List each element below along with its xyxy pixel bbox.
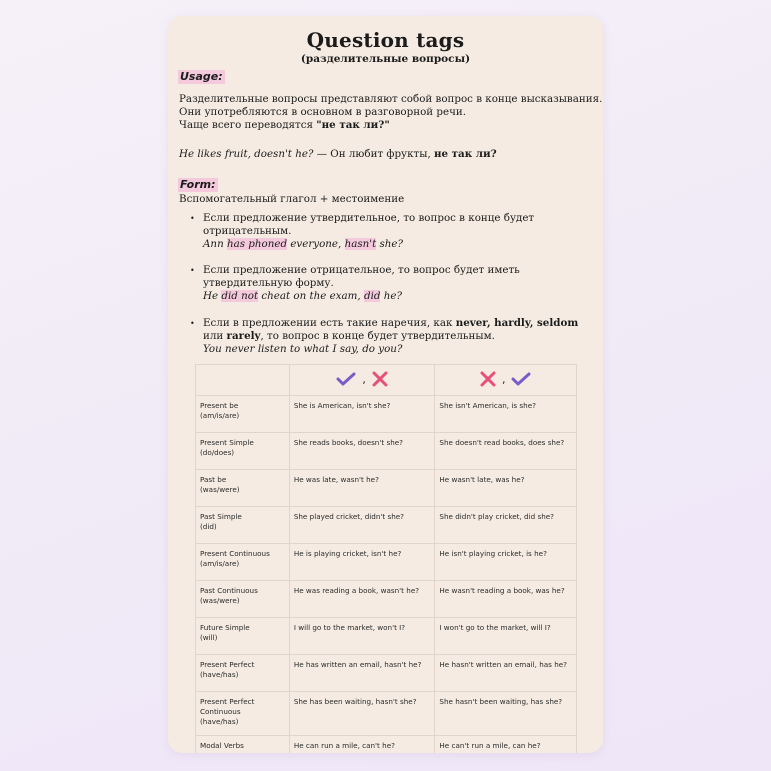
negative-example-cell: He hasn't written an email, has he? [435,655,577,692]
positive-example-cell: He can run a mile, can't he? [289,736,435,754]
positive-example-cell: She is American, isn't she? [289,396,435,433]
tense-cell [196,433,290,470]
tense-label: (am/is/are) [200,411,240,420]
positive-example-cell: He is playing cricket, isn't he? [289,544,435,581]
positive-example-cell: She played cricket, didn't she? [289,507,435,544]
negative-example-cell: He wasn't reading a book, was he? [435,581,577,618]
usage-line-1: Разделительные вопросы представляют собой вопрос в конце высказывания. [179,93,603,105]
positive-example-cell: He has written an email, hasn't he? [289,655,435,692]
negative-example-cell: She hasn't been waiting, has she? [435,692,577,736]
bullet-1-example: Ann has phoned everyone, hasn't she? [203,238,404,250]
tense-label: (was/were) [200,485,240,494]
bullet-3-line-2: или rarely, то вопрос в конце будет утвердительным. [203,330,495,342]
tense-label: Present Simple [200,438,254,447]
negative-example-cell: She isn't American, is she? [435,396,577,433]
question-tags-table [195,364,577,753]
negative-example-cell: She doesn't read books, does she? [435,433,577,470]
cross-icon [480,371,496,390]
bullet-3-example: You never listen to what I say, do you? [203,343,403,355]
positive-example-cell: She reads books, doesn't she? [289,433,435,470]
tense-cell [196,507,290,544]
bullet-3-line-1: Если в предложении есть такие наречия, как never, hardly, seldom [203,317,579,329]
positive-example-cell: I will go to the market, won't I? [289,618,435,655]
table-row [196,692,577,736]
tense-cell [196,396,290,433]
check-icon [511,372,531,389]
positive-example-cell: She has been waiting, hasn't she? [289,692,435,736]
table-row [196,581,577,618]
page-subtitle: (разделительные вопросы) [300,53,471,65]
negative-example-cell: He wasn't late, was he? [435,470,577,507]
usage-line-2: Они употребляются в основном в разговорной речи. [179,106,467,118]
negative-example-cell: He isn't playing cricket, is he? [435,544,577,581]
header-negative-positive [435,365,577,396]
table-row [196,618,577,655]
tense-label: Future Simple [200,623,250,632]
tense-label: (am/is/are) [200,559,240,568]
bullet-1-line-1: Если предложение утвердительное, то вопрос в конце будет [203,212,535,224]
bullet-2-line-1: Если предложение отрицательное, то вопрос будет иметь [203,264,520,276]
comma-separator: , [501,373,506,386]
tense-label: Present be [200,401,239,410]
negative-example-cell: She didn't play cricket, did she? [435,507,577,544]
tense-label: (have/has) [200,670,239,679]
cross-icon [372,371,388,390]
table-row [196,655,577,692]
table-row [196,396,577,433]
bullet-dot: • [190,319,195,328]
comma-separator: , [362,373,366,386]
tense-label: Present Perfect [200,660,255,669]
usage-line-3: Чаще всего переводятся "не так ли?" [179,119,390,131]
usage-label: Usage: [180,70,223,83]
table-row [196,433,577,470]
table-row [196,736,577,754]
table-row [196,544,577,581]
table-row [196,470,577,507]
header-empty-cell [196,365,290,396]
positive-example-cell: He was late, wasn't he? [289,470,435,507]
tense-label: Present Perfect [200,697,255,706]
tense-label: Modal Verbs [200,741,244,750]
negative-example-cell: I won't go to the market, will I? [435,618,577,655]
positive-example-cell: He was reading a book, wasn't he? [289,581,435,618]
check-icon [336,372,356,389]
grammar-card [168,16,603,753]
tense-label: Past be [200,475,227,484]
tense-cell [196,581,290,618]
tense-label: Present Continuous [200,549,270,558]
tense-cell [196,470,290,507]
bullet-1-line-2: отрицательным. [203,225,292,237]
tense-label: (was/were) [200,596,240,605]
tense-label: (have/has) [200,717,239,726]
tense-label: (do/does) [200,448,235,457]
form-label: Form: [180,178,216,191]
negative-example-cell: He can't run a mile, can he? [435,736,577,754]
tense-label: Past Simple [200,512,242,521]
page-title: Question tags [306,28,465,52]
usage-example: He likes fruit, doesn't he? — Он любит фрукты, не так ли? [179,148,497,160]
form-formula: Вспомогательный глагол + местоимение [179,193,405,205]
bullet-2-example: He did not cheat on the exam, did he? [203,290,402,302]
bullet-dot: • [190,266,195,275]
tense-label: Past Continuous [200,586,258,595]
table-header-row [196,365,577,396]
header-positive-negative [289,365,435,396]
table-row [196,507,577,544]
tense-label: (will) [200,633,218,642]
tense-cell [196,736,290,754]
tense-label: Continuous [200,707,241,716]
bullet-dot: • [190,214,195,223]
tense-label: (did) [200,522,217,531]
bullet-2-line-2: утвердительную форму. [203,277,334,289]
tense-cell [196,692,290,736]
tense-cell [196,544,290,581]
tense-cell [196,655,290,692]
tense-cell [196,618,290,655]
